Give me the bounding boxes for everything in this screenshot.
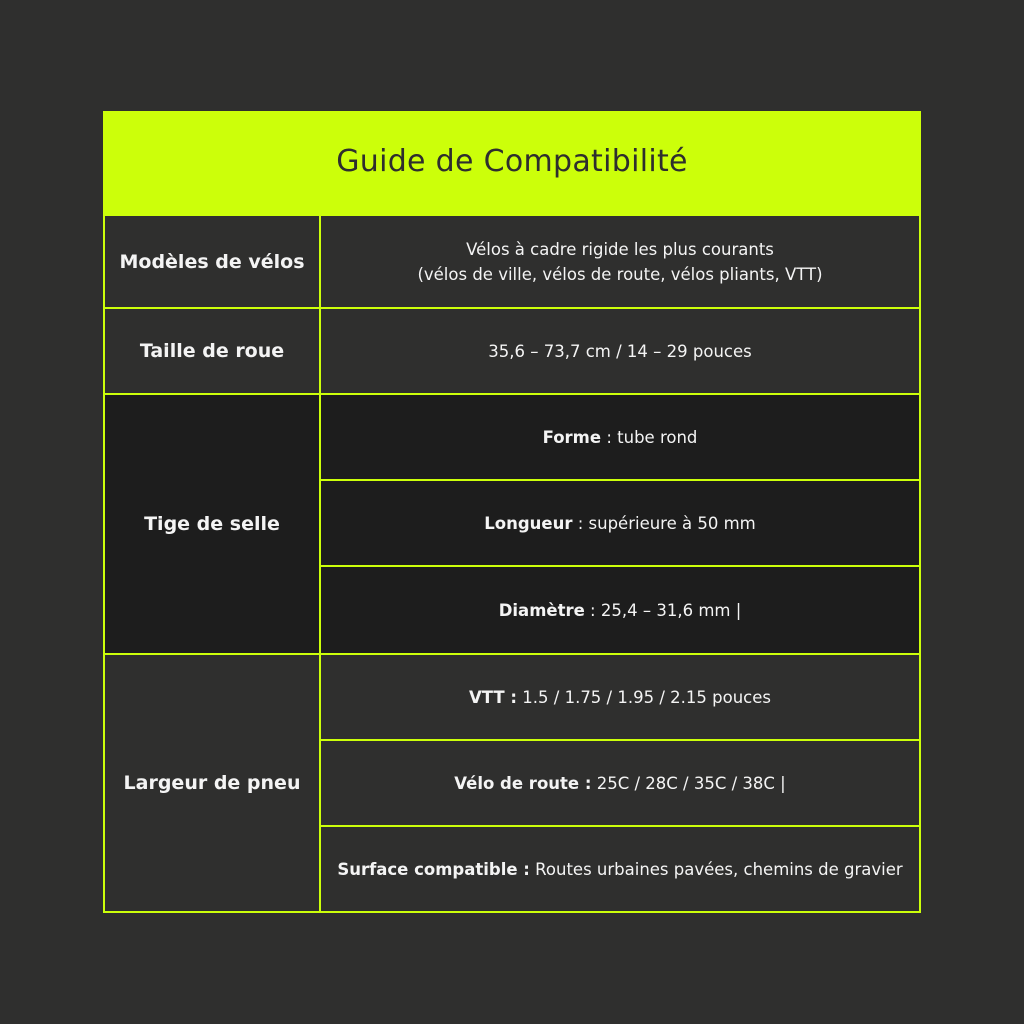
value-sep: :: [572, 513, 589, 533]
value-detail: 25,4 – 31,6 mm |: [600, 600, 742, 620]
value-text: [454, 771, 785, 796]
value-seatpost-shape: [319, 393, 921, 481]
label-text: Modèles de vélos: [119, 250, 305, 273]
compatibility-table: [103, 214, 921, 913]
value-line: (vélos de ville, vélos de route, vélos pliants, VTT): [417, 264, 823, 284]
value-tire-mtb: [319, 653, 921, 741]
value-sep: :: [584, 600, 601, 620]
value-key: Surface compatible :: [337, 859, 530, 879]
value-detail: 1.5 / 1.75 / 1.95 / 2.15 pouces: [522, 687, 771, 707]
label-seatpost: [103, 393, 321, 655]
title-bar: [103, 111, 921, 214]
label-bike-models: [103, 214, 321, 309]
value-seatpost-diameter: [319, 565, 921, 655]
value-key: Vélo de route :: [454, 773, 592, 793]
value-key: Longueur: [484, 513, 573, 533]
value-sep: :: [601, 427, 618, 447]
value-text: [499, 598, 742, 623]
value-detail: tube rond: [617, 427, 698, 447]
label-tire-width: [103, 653, 321, 913]
label-wheel-size: [103, 307, 321, 395]
value-detail: 25C / 28C / 35C / 38C |: [596, 773, 786, 793]
compatibility-guide-card: [103, 111, 921, 913]
value-text: [484, 511, 756, 536]
value-detail: supérieure à 50 mm: [588, 513, 756, 533]
value-text: [469, 685, 771, 710]
value-bike-models: [319, 214, 921, 309]
value-tire-surface: [319, 825, 921, 913]
value-key: VTT :: [469, 687, 518, 707]
value-key: Diamètre: [498, 600, 585, 620]
value-text: [543, 425, 698, 450]
value-wheel-size: [319, 307, 921, 395]
label-text: Taille de roue: [139, 340, 285, 362]
value-seatpost-length: [319, 479, 921, 567]
value-text-block: [417, 237, 822, 287]
label-text: Largeur de pneu: [123, 772, 301, 794]
value-tire-road: [319, 739, 921, 827]
page-title: Guide de Compatibilité: [336, 144, 688, 179]
value-key: Forme: [542, 427, 602, 447]
value-detail: Routes urbaines pavées, chemins de gravier: [535, 859, 903, 879]
value-text: 35,6 – 73,7 cm / 14 – 29 pouces: [488, 341, 752, 361]
label-text: Tige de selle: [144, 513, 280, 535]
value-text: [337, 857, 902, 882]
value-line: Vélos à cadre rigide les plus courants: [466, 239, 774, 259]
